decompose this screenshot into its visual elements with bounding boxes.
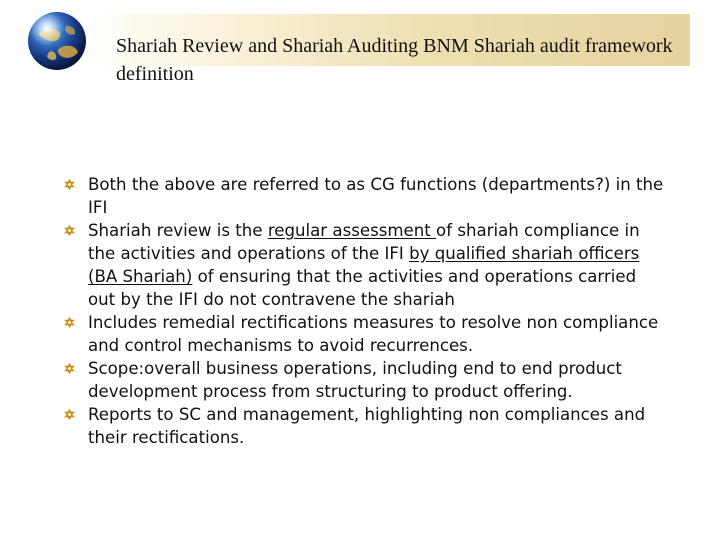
bullet-text bbox=[88, 221, 640, 309]
gold-quatrefoil-bullet-icon bbox=[64, 179, 75, 190]
bullet-segment: of ensuring that the activities and operations carried out by the IFI do not contravene the shariah bbox=[88, 267, 637, 309]
bullet-segment: Both the above are referred to as CG functions (departments?) in the IFI bbox=[88, 175, 664, 217]
bullet-segment: Scope:overall business operations, including end to end product development process from structuring to product offering. bbox=[88, 359, 622, 401]
globe-icon bbox=[26, 10, 88, 72]
bullet-text bbox=[88, 313, 658, 355]
bullet-segment: Shariah review is the bbox=[88, 221, 268, 240]
bullet-text bbox=[88, 359, 622, 401]
underlined-segment: by qualified shariah officers (BA Shariah) bbox=[88, 244, 640, 286]
bullet-item bbox=[64, 311, 664, 357]
bullet-text bbox=[88, 175, 663, 217]
bullet-segment: Reports to SC and management, highlighting non compliances and their rectifications. bbox=[88, 405, 646, 447]
underlined-segment: regular assessment bbox=[267, 221, 437, 240]
bullet-segment: Includes remedial rectifications measures to resolve non compliance and control mechanisms to avoid recurrences. bbox=[88, 313, 659, 355]
slide-title: Shariah Review and Shariah Auditing BNM Shariah audit framework definition bbox=[116, 35, 673, 85]
bullet-item bbox=[64, 219, 664, 311]
bullet-segment: of shariah compliance in the activities and operations of the IFI bbox=[88, 221, 640, 263]
bullet-list bbox=[64, 173, 664, 449]
gold-quatrefoil-bullet-icon bbox=[64, 409, 75, 420]
bullet-item bbox=[64, 173, 664, 219]
gold-quatrefoil-bullet-icon bbox=[64, 363, 75, 374]
gold-quatrefoil-bullet-icon bbox=[64, 317, 75, 328]
bullet-item bbox=[64, 357, 664, 403]
bullet-text bbox=[88, 405, 645, 447]
bullet-item bbox=[64, 403, 664, 449]
gold-quatrefoil-bullet-icon bbox=[64, 225, 75, 236]
